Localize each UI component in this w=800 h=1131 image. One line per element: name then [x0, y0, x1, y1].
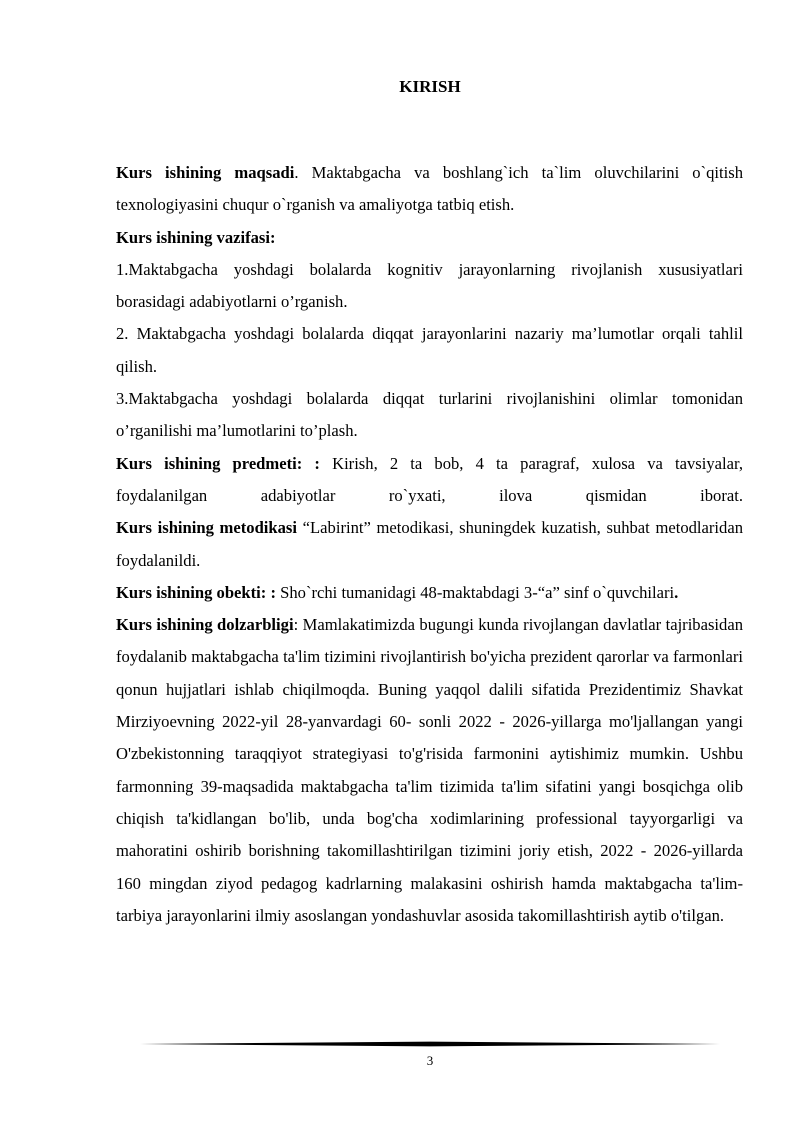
- methodology-label: Kurs ishining metodikasi: [116, 518, 298, 538]
- subject-paragraph-line-1: [116, 448, 743, 480]
- tasks-heading: [116, 222, 743, 254]
- page-number: 3: [426, 1053, 434, 1068]
- object-paragraph: [116, 577, 743, 609]
- goal-text: . Maktabgacha va boshlang`ich ta`lim oluvchilarini o`qitish texnologiyasini chuqur o`rganish va amaliyotga tatbiq etish.: [116, 163, 744, 215]
- subject-paragraph-line-2: foydalanilgan adabiyotlar ro`yxati, ilova qismidan iborat.: [116, 485, 743, 505]
- methodology-paragraph: [116, 512, 743, 577]
- document-body: [116, 157, 743, 932]
- task-item-2: 2. Maktabgacha yoshdagi bolalarda diqqat jarayonlarini nazariy ma’lumotlar orqali tahlil qilish.: [116, 324, 743, 376]
- object-end: .: [674, 582, 679, 602]
- relevance-text: : Mamlakatimizda bugungi kunda rivojlangan davlatlar tajribasidan foydalanib maktabgacha ta'lim tizimini rivojlantirish bo'yicha prezident qarorlar va farmonlari qonun hujjatlari ishlab chiqilmoqda. Buning yaqqol dalili sifatida Prezidentimiz Shavkat Mirziyoevning 2022-yil 28-yanvardagi 60- sonli 2022 - 2026-yillarga mo'ljallangan yangi O'zbekistonning taraqqiyot strategiyasi to'g'risida farmonini aytishimiz mumkin. Ushbu farmonning 39-maqsadida maktabgacha ta'lim tizimida ta'lim sifatini yangi bosqichga olib chiqish ta'kidlangan bo'lib, unda bog'cha xodimlarining professional tayyorgarligi va mahoratini oshirib borishning takomillashtirilgan tizimini joriy etish, 2022 - 2026-yillarda 160 mingdan ziyod pedagog kadrlarning malakasini oshirish hamda maktabgacha ta'lim-tarbiya jarayonlarini ilmiy asoslangan yondashuvlar asosida takomillashtirish aytib o'tilgan.: [116, 615, 743, 925]
- tasks-label: Kurs ishining vazifasi:: [116, 227, 276, 247]
- object-text: Sho`rchi tumanidagi 48-maktabdagi 3-“a” sinf o`quvchilari: [276, 582, 675, 602]
- object-separator: : :: [260, 582, 276, 602]
- object-label: Kurs ishining obekti: [116, 582, 261, 602]
- subject-label: Kurs ishining predmeti: [116, 453, 297, 473]
- relevance-label: Kurs ishining dolzarbligi: [116, 615, 294, 635]
- goal-label: Kurs ishining maqsadi: [116, 163, 295, 182]
- relevance-paragraph: [116, 609, 743, 932]
- task-item-3: 3.Maktabgacha yoshdagi bolalarda diqqat turlarini rivojlanishini olimlar tomonidan o’rganilishi ma’lumotlarini to’plash.: [116, 389, 743, 441]
- goal-paragraph: [116, 157, 743, 222]
- subject-text-1: Kirish, 2 ta bob, 4 ta paragraf, xulosa va tavsiyalar,: [319, 453, 743, 473]
- page-title: KIRISH: [399, 77, 461, 96]
- methodology-text: “Labirint” metodikasi, shuningdek kuzatish, suhbat metodlaridan foydalanildi.: [116, 518, 743, 570]
- subject-separator: : :: [296, 453, 320, 473]
- task-item-1: 1.Maktabgacha yoshdagi bolalarda kognitiv jarayonlarning rivojlanish xususiyatlari borasidagi adabiyotlarni o’rganish.: [116, 259, 743, 312]
